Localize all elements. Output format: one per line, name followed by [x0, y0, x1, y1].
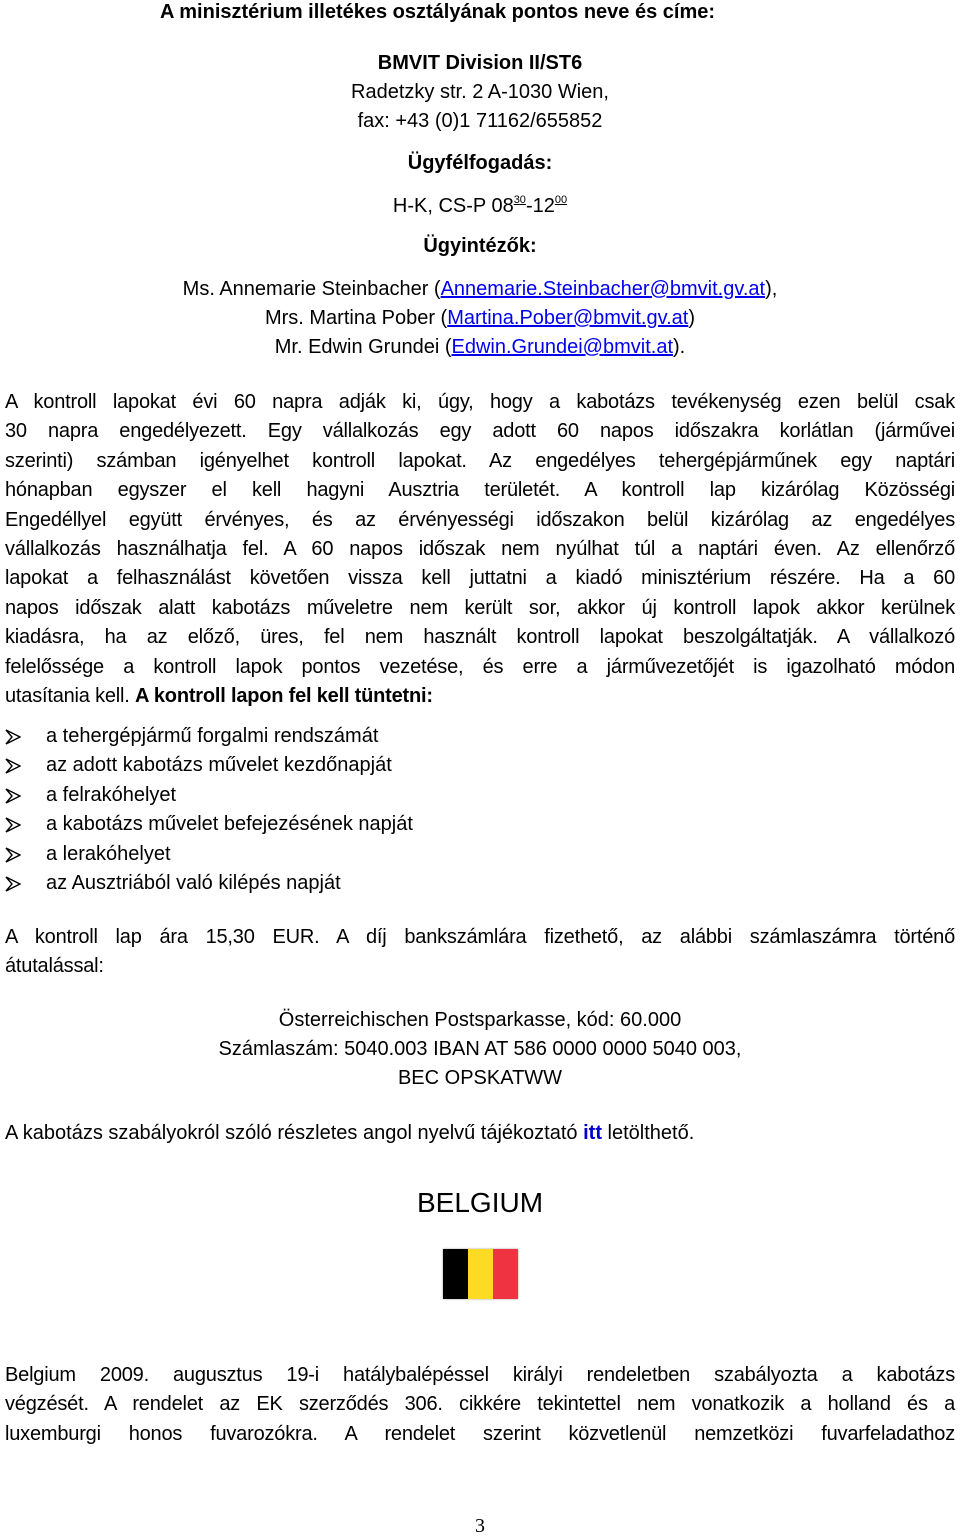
fax-number: fax: +43 (0)1 71162/655852 [357, 110, 603, 132]
download-text-end: letölthető. [602, 1122, 695, 1144]
price-line: átutalással: [5, 955, 104, 978]
paragraph-line: lapokat a felhasználást követően vissza kell juttatni a kiadó minisztérium részére. Ha a 60 [5, 567, 955, 590]
arrow-bullet-icon [5, 758, 21, 774]
download-text: A kabotázs szabályokról szóló részletes angol nyelvű tájékoztató [5, 1122, 584, 1144]
office-hours-to-min: 00 [554, 194, 568, 206]
list-item [5, 810, 705, 839]
list-item [5, 869, 705, 898]
flag-stripe-red [493, 1249, 518, 1299]
flag-stripe-yellow [468, 1249, 493, 1299]
list-item-text: az Ausztriából való kilépés napját [46, 871, 341, 894]
paragraph-line: luxemburgi honos fuvarozókra. A rendelet szerint közvetlenül nemzetközi fuvarfeladathoz [5, 1422, 955, 1445]
officer-line [0, 334, 960, 360]
division-name: BMVIT Division II/ST6 [377, 52, 583, 74]
officers-label: Ügyintézők: [423, 235, 537, 257]
office-hours-prefix: H-K, CS-P 08 [392, 195, 514, 217]
officer-suffix: ). [673, 336, 686, 358]
list-item [5, 751, 705, 780]
paragraph-line: vállalkozás használhatja fel. A 60 napos időszak nem nyúlhat túl a naptári éven. Az ellenőrző [5, 537, 955, 560]
belgium-flag-icon [443, 1249, 518, 1299]
street-address: Radetzky str. 2 A-1030 Wien, [351, 81, 609, 103]
list-item [5, 722, 705, 751]
list-item-text: a tehergépjármű forgalmi rendszámát [46, 725, 379, 747]
control-sheet-paragraph [5, 388, 955, 711]
officer-name: Mrs. Martina Pober ( [264, 307, 448, 329]
list-item-text: az adott kabotázs művelet kezdőnapját [46, 754, 392, 777]
paragraph-last-line [5, 682, 955, 711]
arrow-bullet-icon [5, 876, 21, 892]
arrow-bullet-icon [5, 729, 21, 745]
arrow-bullet-icon [5, 817, 21, 833]
price-line: A kontroll lap ára 15,30 EUR. A díj bankszámlára fizethető, az alábbi számlaszámra történő [5, 926, 955, 948]
paragraph-line: 30 napra engedélyezett. Egy vállalkozás egy adott 60 napos időszakra korlátlan (járművei [5, 420, 955, 443]
list-item-text: a lerakóhelyet [46, 842, 171, 865]
list-item-text: a kabotázs művelet befejezésének napját [46, 813, 413, 836]
belgium-paragraph [5, 1361, 955, 1449]
arrow-bullet-icon [5, 847, 21, 863]
officer-suffix: ) [688, 307, 696, 329]
paragraph-line: szerinti) számban igényelhet kontroll lapokat. Az engedélyes tehergépjárműnek egy naptári [5, 449, 955, 472]
office-hours-label: Ügyfélfogadás: [407, 152, 553, 174]
download-link[interactable]: itt [583, 1122, 602, 1144]
paragraph-line: hónapban egyszer el kell hagyni Ausztria területét. A kontroll lap kizárólag Közösségi [5, 479, 955, 502]
list-item [5, 781, 705, 810]
officer-line [0, 276, 960, 302]
list-item-text: a felrakóhelyet [46, 783, 177, 806]
required-fields-list [5, 722, 705, 898]
officer-suffix: ), [765, 278, 778, 300]
paragraph-line: napos időszak alatt kabotázs műveletre nem került sor, akkor új kontroll lapok akkor kerülnek [5, 596, 955, 619]
bank-account: Számlaszám: 5040.003 IBAN AT 586 0000 0000 5040 003, [218, 1038, 742, 1060]
bank-name: Österreichischen Postsparkasse, kód: 60.000 [278, 1009, 682, 1031]
arrow-bullet-icon [5, 788, 21, 804]
country-title: BELGIUM [416, 1187, 544, 1218]
officer-email-link[interactable]: Edwin.Grundei@bmvit.at [451, 336, 674, 358]
officer-email-link[interactable]: Annemarie.Steinbacher@bmvit.gv.at [440, 278, 766, 300]
flag-stripe-black [443, 1249, 468, 1299]
paragraph-line: Engedéllyel együtt érvényes, és az érvényességi időszakon belül kizárólag az engedélyes [5, 508, 955, 531]
officer-name: Mr. Edwin Grundei ( [274, 336, 452, 358]
download-line [5, 1119, 694, 1148]
officer-line [0, 305, 960, 331]
office-hours-from-min: 30 [513, 194, 526, 206]
paragraph-line: végzését. A rendelet az EK szerződés 306. cikkére tekintettel nem vonatkozik a holland és a [5, 1393, 955, 1416]
officer-email-link[interactable]: Martina.Pober@bmvit.gv.at [447, 307, 689, 329]
paragraph-last-line-text: utasítania kell. [5, 684, 136, 707]
bank-bic: BEC OPSKATWW [397, 1067, 563, 1089]
list-item [5, 840, 705, 869]
checklist-intro: A kontroll lapon fel kell tüntetni: [135, 684, 433, 707]
office-hours-value [0, 193, 960, 219]
paragraph-line: felelőssége a kontroll lapok pontos vezetése, és erre a járművezetőjét is igazolható módon [5, 655, 955, 678]
page-number: 3 [475, 1515, 485, 1537]
paragraph-line: kiadásra, ha az előző, üres, fel nem használt kontroll lapokat beszolgáltatják. A vállalkozó [5, 626, 955, 649]
ministry-heading: A minisztérium illetékes osztályának pontos neve és címe: [160, 1, 716, 23]
office-hours-mid: -12 [525, 195, 555, 217]
price-paragraph [5, 923, 955, 982]
officer-name: Ms. Annemarie Steinbacher ( [182, 278, 441, 300]
paragraph-line: Belgium 2009. augusztus 19-i hatálybalépéssel királyi rendeletben szabályozta a kabotázs [5, 1364, 955, 1386]
paragraph-line: A kontroll lapokat évi 60 napra adják ki, úgy, hogy a kabotázs tevékenység ezen belül csak [5, 391, 955, 413]
